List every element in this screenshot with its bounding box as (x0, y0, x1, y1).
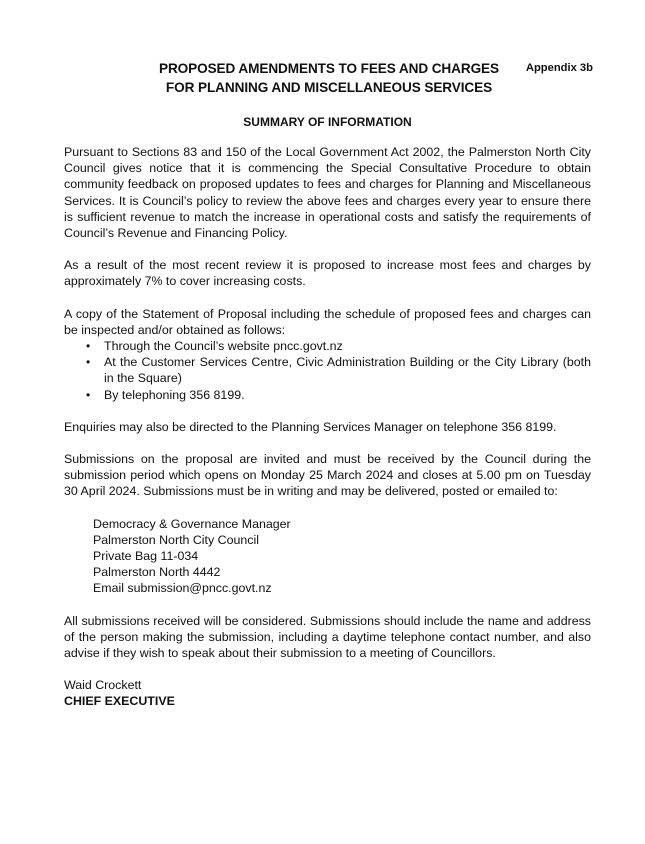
header (64, 59, 591, 99)
list-item-text: Through the Council’s website pncc.govt.nz (104, 339, 343, 354)
list-item (64, 387, 591, 403)
paragraph-enquiries: Enquiries may also be directed to the Planning Services Manager on telephone 356 8199. (64, 419, 557, 434)
document-title (64, 59, 594, 97)
paragraph-copy-availability: A copy of the Statement of Proposal including the schedule of proposed fees and charges can be inspected and/or obtained as follows: (64, 306, 591, 337)
bullet-icon: • (86, 355, 91, 370)
paragraph-intro: Pursuant to Sections 83 and 150 of the Local Government Act 2002, the Palmerston North City Council gives notice that it is commencing the Special Consultative Procedure to obtain community feedback on proposed updates to fees and charges for Planning and Miscellaneous Services. It is Council’s policy to review the above fees and charges every year to ensure there is sufficient revenue to match the increase in operational costs and satisfy the requirements of Council’s Revenue and Financing Policy. (64, 145, 591, 241)
address-line: Palmerston North City Council (93, 532, 259, 547)
signature-block (64, 677, 591, 709)
paragraph-submission-requirements: All submissions received will be considered. Submissions should include the name and address of the person making the submission, including a daytime telephone contact number, and also advise if they wish to speak about their submission to a meeting of Councillors. (64, 613, 591, 661)
signatory-name: Waid Crockett (64, 678, 142, 693)
list-item-text: By telephoning 356 8199. (104, 387, 245, 402)
appendix-label: Appendix 3b (525, 62, 593, 74)
bullet-icon: • (86, 339, 91, 354)
list-item (64, 338, 591, 354)
signatory-title: CHIEF EXECUTIVE (64, 694, 175, 709)
document-page (64, 59, 591, 710)
address-email: Email submission@pncc.govt.nz (93, 581, 272, 596)
section-heading: SUMMARY OF INFORMATION (243, 115, 412, 129)
paragraph-submissions: Submissions on the proposal are invited and must be received by the Council during the submission period which opens on Monday 25 March 2024 and closes at 5.00 pm on Tuesday 30 April 2024. Submissions must be in writing and may be delivered, posted or emailed to: (64, 452, 591, 499)
address-line: Democracy & Governance Manager (93, 516, 291, 531)
list-item (64, 354, 591, 386)
list-item-text: At the Customer Services Centre, Civic Administration Building or the City Library (both in the Square) (104, 355, 591, 386)
title-line-1: PROPOSED AMENDMENTS TO FEES AND CHARGES (158, 61, 499, 76)
address-line: Private Bag 11-034 (93, 549, 199, 564)
title-line-2: FOR PLANNING AND MISCELLANEOUS SERVICES (165, 80, 493, 95)
paragraph-review-result: As a result of the most recent review it is proposed to increase most fees and charges by approximately 7% to cover increasing costs. (64, 258, 591, 289)
postal-address (93, 516, 591, 597)
availability-list (64, 338, 591, 403)
bullet-icon: • (86, 387, 91, 402)
address-line: Palmerston North 4442 (93, 565, 221, 580)
